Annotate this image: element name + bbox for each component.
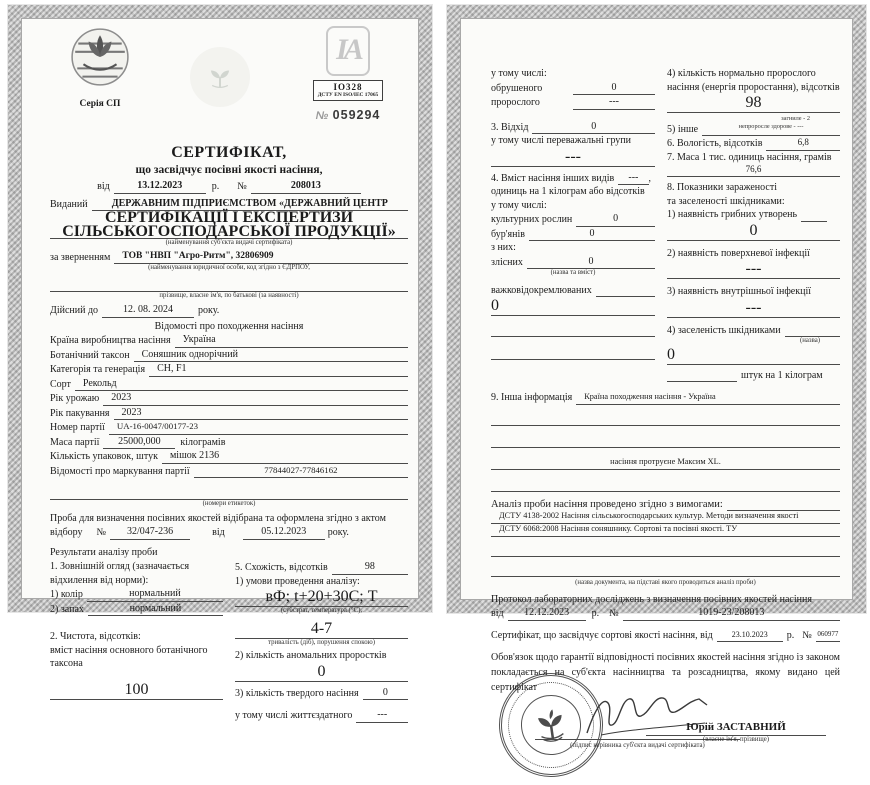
page2-left-column: [491, 67, 655, 382]
origin-value: мішок 2136: [162, 449, 408, 464]
signer-name: Юрій ЗАСТАВНИЙ: [646, 721, 826, 736]
labels-caption: (номери етикеток): [202, 500, 256, 507]
origin-row: [50, 449, 408, 464]
results-heading: Результати аналізу проби: [50, 546, 158, 558]
results-columns: [50, 560, 408, 723]
weeds-label: бур'янів: [491, 228, 525, 240]
treatment-note: насіння протруєне Максим XL.: [491, 457, 840, 470]
agency-monogram-icon: ІА: [326, 26, 370, 76]
serial-number-row: [288, 106, 408, 124]
color-row: [50, 587, 223, 602]
origin-heading: Відомості про походження насіння: [154, 320, 304, 332]
origin-row: [50, 377, 408, 392]
origin-value: 77844027-77846162: [194, 464, 408, 479]
purity-line2: вміст насіння основного ботанічного: [50, 644, 208, 656]
blank-line: [727, 498, 840, 511]
germination-value: 98: [332, 560, 408, 575]
origin-row: [50, 391, 408, 406]
numero-sign: №: [609, 608, 619, 619]
sprouted-value: ---: [573, 95, 655, 110]
including-label2: у тому числі:: [491, 199, 547, 211]
other-info-label: 9. Інша інформація: [491, 392, 573, 403]
moisture-row: [667, 136, 840, 151]
sample-date: 05.12.2023: [243, 525, 325, 540]
origin-value: 2023: [103, 391, 408, 406]
hard-seed-value: 0: [363, 686, 408, 701]
blank-line: [491, 324, 655, 337]
issue-date: 13.12.2023: [114, 179, 206, 194]
waste-groups-label: у тому числі переважальні групи: [491, 135, 632, 146]
origin-value: 2023: [114, 406, 408, 421]
origin-label: Категорія та генерація: [50, 364, 146, 375]
obligation-paragraph: Обов'язок щодо гарантії відповідності посівних якостей насіння згідно із законом покладається на суб'єкта насінництва та розсадництва, якому видано цей сертифікат: [491, 652, 840, 693]
origin-label: Маса партії: [50, 436, 100, 448]
color-label: 1) колір: [50, 589, 83, 600]
applicant-row: [50, 250, 408, 265]
origin-label: Рік пакування: [50, 407, 110, 419]
watermark-seal-icon: [190, 47, 250, 107]
hard-separate-value: 0: [491, 297, 655, 316]
variety-cert-number: 060977: [816, 628, 840, 643]
fungal-value: 0: [667, 222, 840, 241]
sample-prefix: відбору: [50, 527, 83, 538]
dstu-standard-2: ДСТУ 6068:2008 Насіння соняшнику. Сортові та посівні якості. ТУ: [491, 524, 840, 537]
fungal-label: 1) наявність грибних утворень: [667, 209, 798, 220]
origin-row: [50, 333, 408, 348]
pests-value: 0: [667, 346, 840, 365]
other-species-line2: одиниць на 1 кілограм або відсотків: [491, 186, 645, 197]
page1-sheet: [21, 18, 419, 721]
color-value: нормальний: [87, 587, 223, 602]
blank-line: [50, 487, 408, 500]
husked-value: 0: [573, 81, 655, 96]
hard-seed-label: 3) кількість твердого насіння: [235, 687, 359, 699]
protocol-line1: Протокол лабораторних досліджень з визначення посівних якостей насіння: [491, 593, 812, 605]
header-right: [288, 26, 408, 134]
origin-row: [50, 435, 408, 450]
infestation-line2: та заселеності шкідниками:: [667, 195, 785, 207]
blank-line: [50, 279, 408, 292]
sample-suffix: року.: [327, 527, 349, 538]
origin-suffix: кілограмів: [180, 436, 226, 448]
blank-line: [491, 347, 655, 360]
waste-groups-value: ---: [491, 148, 655, 167]
sprouted-row: [491, 95, 655, 110]
moisture-value: 6,8: [766, 136, 840, 151]
cultivated-row: [491, 212, 655, 227]
germ-note1: загниле - 2: [781, 115, 810, 122]
purity-line1: 2. Чистота, відсотків:: [50, 631, 141, 642]
purity-line3: таксона: [50, 658, 83, 669]
certificate-page-2: [447, 5, 866, 749]
blank-line: [491, 413, 840, 426]
germ-note2: непроросле здорове - ---: [702, 123, 840, 136]
variety-cert-date: 23.10.2023: [717, 628, 783, 643]
document-caption: (назва документа, на підставі якого проводиться аналіз проби): [575, 579, 756, 586]
origin-value: 25000,000: [103, 435, 175, 450]
name-content-caption: (назва та вміст): [550, 269, 596, 276]
issue-date-row: [50, 179, 408, 194]
blank-line: [491, 479, 840, 492]
abnormal-label: 2) кількість аномальних проростків: [235, 650, 387, 661]
origin-label: Кількість упаковок, штук: [50, 451, 158, 462]
numero-sign: №: [315, 110, 329, 122]
per-kg-label: штук на 1 кілограм: [741, 369, 823, 381]
blank-line: [491, 544, 840, 557]
signature-caption: (підпис керівника суб'єкта видачі сертифіката): [570, 742, 705, 749]
dstu-standard-1: ДСТУ 4138-2002 Насіння сільськогосподарських культур. Методи визначення якості: [491, 511, 840, 524]
issuer-line1: ДЕРЖАВНИМ ПІДПРИЄМСТВОМ «ДЕРЖАВНИЙ ЦЕНТР: [92, 197, 408, 212]
blank-line: [491, 435, 840, 448]
variety-cert-label: Сертифікат, що засвідчує сортові якості насіння, від: [491, 629, 713, 641]
origin-label: Відомості про маркування партії: [50, 465, 190, 477]
surface-infection-label: 2) наявність поверхневої інфекції: [667, 247, 810, 259]
comma: ,: [648, 172, 652, 184]
viable-value: ---: [356, 708, 408, 723]
header-left: [50, 26, 150, 134]
other-info-value: Країна походження насіння - Україна: [576, 390, 840, 405]
internal-infection-label: 3) наявність внутрішньої інфекції: [667, 286, 812, 297]
origin-value: Рекольд: [75, 377, 408, 392]
accreditation-box: [313, 80, 384, 101]
blank-line: [596, 284, 655, 297]
pests-caption: (назва): [799, 337, 820, 344]
applicant-label: за зверненням: [50, 251, 111, 263]
hard-separate-label: важковідокремлюваних: [491, 284, 592, 296]
issuer-line2: СЕРТИФІКАЦІЇ І ЕКСПЕРТИЗИ СІЛЬСЬКОГОСПОДАРСЬКОЇ ПРОДУКЦІЇ»: [50, 211, 408, 239]
internal-infection-value: ---: [667, 299, 840, 318]
waste-row: [491, 120, 655, 135]
visual-line2: відхилення від норми):: [50, 574, 149, 586]
viable-label: у тому числі життєздатного: [235, 710, 353, 721]
sprouted-label: пророслого: [491, 97, 540, 108]
certificate-number: 208013: [251, 179, 361, 194]
sample-act-number: 32/047-236: [110, 525, 190, 540]
weeds-row: [491, 227, 655, 242]
origin-value: UA-16-0047/00177-23: [109, 420, 408, 435]
sample-from-label: від: [212, 527, 225, 538]
else-row: [667, 123, 840, 137]
duration-caption: тривалість (діб), порушення спокою): [268, 638, 375, 646]
blank-line: [667, 369, 737, 382]
year-abbrev: р.: [591, 608, 600, 619]
pests-row: [667, 324, 840, 338]
duration-value: 4-7: [235, 620, 408, 639]
origin-row: [50, 420, 408, 435]
noxious-label: злісних: [491, 256, 523, 268]
certificate-subtitle: що засвідчує посівні якості насіння,: [135, 164, 323, 176]
applicant-caption: (найменування юридичної особи, код згідно з ЄДРПОУ,: [148, 264, 310, 271]
origin-label: Сорт: [50, 378, 71, 390]
page2-right-column: [667, 67, 840, 382]
origin-label: Країна виробництва насіння: [50, 335, 171, 346]
from-label: від: [97, 181, 110, 192]
signature-zone: [491, 699, 840, 785]
other-info-row: [491, 390, 840, 405]
conditions-label: 1) умови проведення аналізу:: [235, 575, 360, 587]
normal-germ-line1: 4) кількість нормально пророслого: [667, 68, 816, 79]
valid-until-row: [50, 303, 408, 318]
origin-row: [50, 348, 408, 363]
origin-label: Номер партії: [50, 422, 105, 433]
per-kg-row: [667, 369, 840, 383]
infestation-line1: 8. Показники зараженості: [667, 182, 777, 193]
other-species-value: ---: [618, 171, 648, 186]
sample-line2: [50, 525, 408, 540]
surface-infection-value: ---: [667, 260, 840, 279]
germination-row: [235, 560, 408, 575]
valid-suffix: року.: [198, 305, 220, 316]
results-right-column: [235, 560, 408, 723]
protocol-line2: [491, 606, 840, 621]
variety-cert-row: [491, 628, 840, 643]
results-left-column: [50, 560, 223, 723]
series-label: Серія СП: [79, 99, 121, 109]
viable-row: [235, 708, 408, 723]
origin-label: Ботанічний таксон: [50, 349, 130, 361]
waste-label: 3. Відхід: [491, 121, 529, 133]
normal-germ-line2: насіння (енергія проростання), відсотків: [667, 81, 840, 93]
signer-block: [646, 721, 826, 745]
germination-label: 5. Схожість, відсотків: [235, 562, 328, 573]
other-species-row: [491, 171, 655, 186]
blank-line: [491, 564, 840, 577]
sample-line1: Проба для визначення посівних якостей відібрана та оформлена згідно з актом: [50, 512, 386, 524]
hard-seed-row: [235, 686, 408, 701]
accreditation-code: ІО328: [333, 82, 363, 92]
origin-row: [50, 464, 408, 479]
origin-label: Рік урожаю: [50, 393, 100, 404]
including-label: у тому числі:: [491, 68, 547, 79]
cultivated-value: 0: [576, 212, 655, 227]
abnormal-value: 0: [235, 663, 408, 682]
blank-line: [801, 209, 827, 222]
issued-label: Виданий: [50, 198, 88, 210]
protocol-from-label: від: [491, 608, 504, 619]
husked-label: обрушеного: [491, 82, 543, 94]
visual-line1: 1. Зовнішній огляд (зазначається: [50, 561, 190, 572]
conditions-caption: (субстрат, температура (°С),: [280, 607, 363, 614]
year-abbrev: р.: [786, 629, 795, 641]
numero-sign: №: [96, 527, 107, 538]
protocol-date: 12.12.2023: [508, 606, 586, 621]
smell-value: нормальний: [88, 602, 223, 617]
mass1000-value: 76,6: [667, 164, 840, 177]
pests-label: 4) заселеність шкідниками: [667, 324, 781, 336]
else-label: 5) інше: [667, 123, 699, 135]
smell-row: [50, 602, 223, 617]
moisture-label: 6. Вологість, відсотків: [667, 138, 763, 149]
mass1000-label: 7. Маса 1 тис. одиниць насіння, грамів: [667, 151, 832, 163]
noxious-row: [491, 255, 655, 270]
valid-date: 12. 08. 2024: [102, 303, 194, 318]
cultivated-label: культурних рослин: [491, 214, 573, 225]
applicant-caption2: прізвище, власне ім'я, по батькові (за наявності): [159, 291, 299, 299]
origin-value: Україна: [175, 333, 408, 348]
analysis-heading: Аналіз проби насіння проведено згідно з вимогами:: [491, 498, 723, 510]
origin-row: [50, 362, 408, 377]
page1-header: [50, 26, 408, 134]
serial-number: 059294: [332, 108, 381, 122]
origin-value: Соняшник однорічний: [134, 348, 408, 363]
waste-value: 0: [532, 120, 655, 135]
normal-germ-value: 98: [667, 94, 840, 113]
noxious-value: 0: [527, 255, 655, 270]
state-emblem-icon: [69, 75, 131, 92]
page2-sheet: [460, 18, 853, 749]
certificate-title: СЕРТИФІКАТ,: [171, 144, 287, 161]
other-species-label: 4. Вміст насіння інших видів: [491, 172, 615, 184]
certificate-page-1: [8, 5, 432, 721]
protocol-number: 1019-23/208013: [623, 606, 840, 621]
issuer-caption: (найменування суб'єкта видачі сертифіката): [165, 239, 293, 246]
hard-separate-row: [491, 284, 655, 298]
origin-row: [50, 406, 408, 421]
weeds-value: 0: [529, 227, 655, 242]
year-abbrev: р.: [211, 181, 220, 192]
analysis-heading-row: [491, 498, 840, 512]
husked-row: [491, 81, 655, 96]
valid-label: Дійсний до: [50, 305, 99, 316]
smell-label: 2) запах: [50, 603, 84, 615]
origin-value: СН, F1: [149, 362, 408, 377]
accreditation-standard: ДСТУ EN ISO/IEC 17065: [317, 92, 379, 98]
of-them-label: з них:: [491, 242, 516, 253]
applicant-name: ТОВ "НВП "Агро-Ритм", 32806909: [114, 250, 408, 265]
blank-line: [785, 324, 840, 337]
conditions-value: вФ; t+20+30С; Т: [235, 588, 408, 607]
fungal-row: [667, 208, 840, 222]
numero-sign: №: [802, 629, 812, 641]
signer-caption: (власне ім'я, прізвище): [702, 736, 770, 743]
purity-value: 100: [50, 681, 223, 700]
page2-top-columns: [491, 67, 840, 382]
numero-sign: №: [237, 181, 247, 192]
